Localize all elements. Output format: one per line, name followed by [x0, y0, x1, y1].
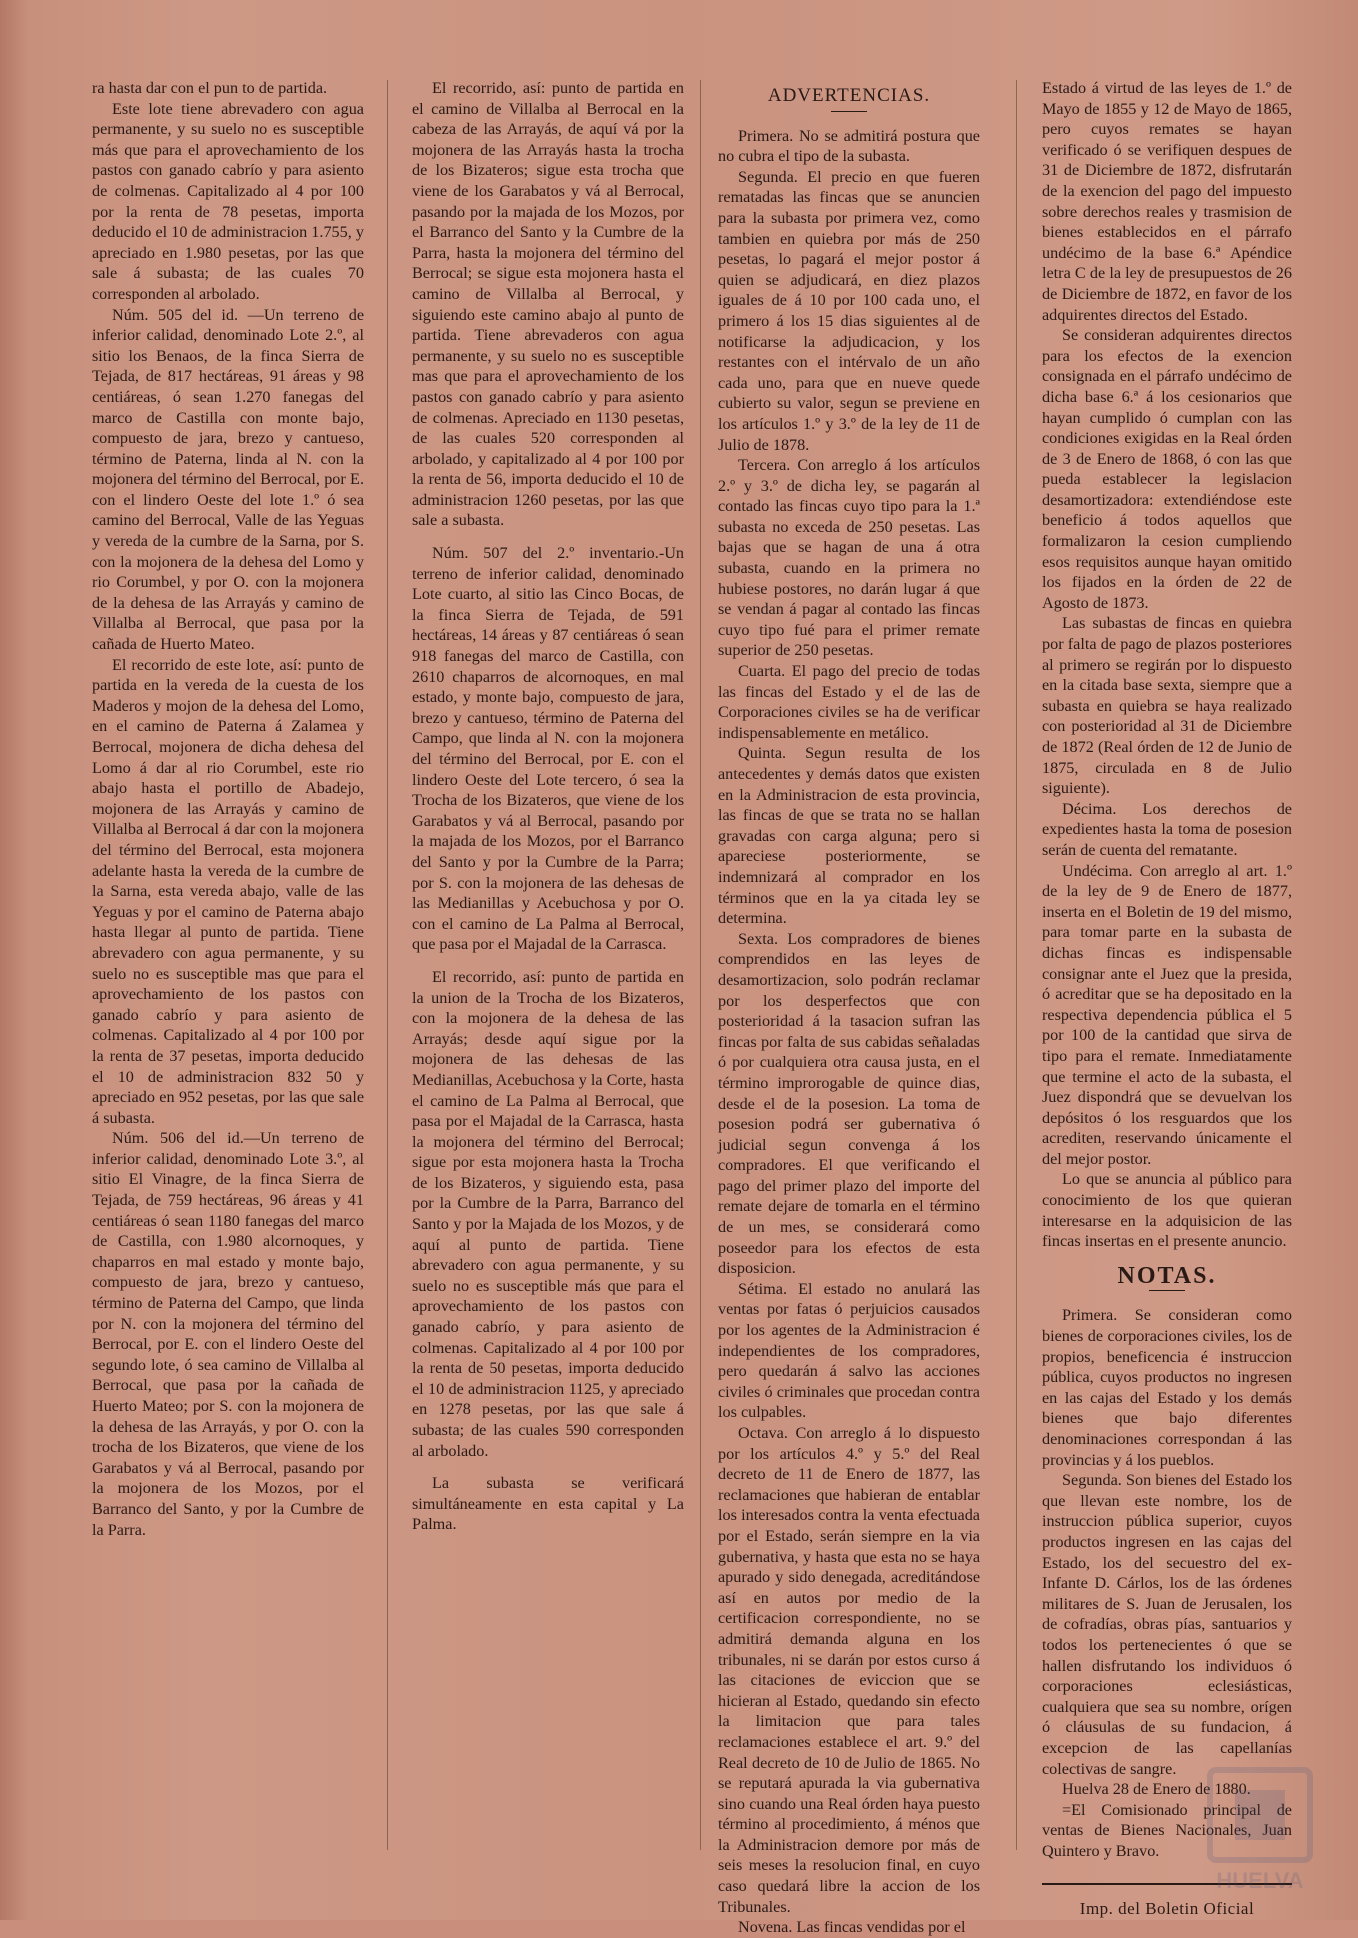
paragraph: Segunda. El precio en que fueren rematadas las fincas que se anuncien para la subasta por primera vez, como tambien en quiebra por más de 250 pesetas, lo pagará el mejor postor á quien se adjudicará, en diez plazos iguales de á 10 por 100 cada uno, el primero á los 15 dias siguientes al de notificarse la adjudicacion, y los restantes con el intérvalo de un año cada uno, para que en nueve quede cubierto su valor, segun se previene en los artículos 1.º y 3.º de la ley de 11 de Julio de 1878. [718, 167, 980, 454]
lot-505-paragraph: Núm. 505 del id. —Un terreno de inferior calidad, denominado Lote 2.º, al sitio los Benaos, de la finca Sierra de Tejada, de 817 hectáreas, 91 áreas y 98 centiáreas, ó sean 1.270 fanegas del marco de Castilla con monte bajo, compuesto de jara, brezo y cantueso, término de Paterna, linda al N. con la mojonera del término del Berrocal, por E. con el lindero Oeste del lote 1.º ó sea camino del Berrocal, Valle de las Yeguas y vereda de la cumbre de la Sarna, por S. con la mojonera de la dehesa del Lomo y rio Corumbel, y por O. con la mojonera de la dehesa de las Arrayás y camino de Villalba al Berrocal, que pasa por la cañada de Huerto Mateo. [92, 305, 364, 654]
paragraph: Quinta. Segun resulta de los antecedentes y demás datos que existen en la Administracion de esta provincia, las fincas de que se trata no se hallan gravadas con carga alguna; pero si apareciese posteriormente, se indemnizará al comprador en los términos que en la ya citada ley se determina. [718, 744, 980, 928]
notas-heading: NOTAS. [1117, 1262, 1217, 1289]
paragraph: Estado á virtud de las leyes de 1.º de Mayo de 1855 y 12 de Mayo de 1865, pero cuyos remates se hayan verificado ó se verifiquen despues de 31 de Diciembre de 1872, disfrutarán de la exencion del pago del impuesto sobre derechos reales y trasmision de bienes establecidos en el párrafo undécimo de la base 6.ª Apéndice letra C de la ley de presupuestos de 26 de Diciembre de 1872, en favor de los adquirentes directos del Estado. [1042, 79, 1292, 324]
lot-507-paragraph: Núm. 507 del 2.º inventario.-Un terreno de inferior calidad, denominado Lote cuarto, al sitio las Cinco Bocas, de la finca Sierra de Tejada, de 591 hectáreas, 14 áreas y 87 centiáreas ó sean 918 fanegas del marco de Castilla, con 2610 chaparros de alcornoques, en mal estado, y monte bajo, compuesto de jara, brezo y cantueso, término de Paterna del Campo, que linda al N. con la mojonera del término del Berrocal, por E. con el lindero Oeste del Lote tercero, ó sea la Trocha de los Bizateros, que viene de los Garabatos y vá al Berrocal, pasando por la majada de los Mozos, por el Barranco del Santo y por la Cumbre de la Parra; por S. con la mojonera de las dehesas de las Medianillas y Acebuchosa y por O. con el camino de La Palma al Berrocal, que pasa por el Majadal de la Carrasca. [412, 544, 684, 954]
spacer [412, 955, 684, 967]
column-3 [718, 78, 980, 1938]
signature-line: =El Comisionado principal de ventas de Bienes Nacionales, Juan Quintero y Bravo. [1042, 1800, 1292, 1860]
column-4 [1042, 78, 1292, 1920]
spacer [412, 531, 684, 543]
paragraph: Tercera. Con arreglo á los artículos 2.º y 3.º de dicha ley, se pagarán al contado las fincas cuyo tipo para la 1.ª subasta no exceda de 250 pesetas. Las bajas que se hagan de una á otra subasta, cuando en la primera no hubiese postores, no darán lugar á que se vendan á pagar al contado las fincas cuyo tipo fué para el primer remate superior de 250 pesetas. [718, 456, 980, 660]
heading-dash [1149, 1290, 1185, 1291]
column-rule [1016, 80, 1017, 1850]
paragraph: El recorrido, así: punto de partida en el camino de Villalba al Berrocal en la cabeza de las Arrayás, de aquí vá por la mojonera de las Arrayás hasta la trocha de los Bizateros; sigue esta trocha que viene de los Garabatos y vá al Berrocal, pasando por la majada de los Mozos, por el Barranco del Santo y la Cumbre de la Parra, hasta la mojonera del término del Berrocal; se sigue esta mojonera hasta el camino de Villalba al Berrocal, y siguiendo este camino abajo al punto de partida. Tiene abrevaderos con agua permanente, y su suelo no es susceptible mas que para el aprovechamiento de los pastos con ganado cabrío y para asiento de colmenas. Apreciado en 1130 pesetas, de las cuales 520 corresponden al arbolado, y capitalizado al 4 por 100 por la renta de 56, importa deducido el 10 de administracion 1260 pesetas, por las que sale a subasta. [412, 79, 684, 530]
advertencias-heading: ADVERTENCIAS. [767, 85, 931, 106]
paragraph: Octava. Con arreglo á lo dispuesto por los artículos 4.º y 5.º del Real decreto de 11 de Enero de 1877, las reclamaciones que habieran de entablar los interesados contra la venta efectuada por el Estado, serán siempre en la via gubernativa, y hasta que esta no se haya apurado y sido denegada, acreditándose así en autos por medio de la certificacion correspondiente, no se admitirá demanda alguna en los tribunales, ni se darán por estos curso á las citaciones de eviccion que se hicieran al Estado, quedando sin efecto la limitacion que para tales reclamaciones establece el art. 9.º del Real decreto de 10 de Julio de 1865. No se reputará apurada la via gubernativa sino cuando una Real órden haya puesto término al procedimiento, á ménos que la Administracion demore por más de seis meses la resolucion final, en cuyo caso quedará libre la accion de los Tribunales. [718, 1424, 980, 1916]
paragraph: Sexta. Los compradores de bienes comprendidos en las leyes de desamortizacion, solo podrán reclamar por los desperfectos que con posterioridad á la tasacion sufran las fincas por falta de sus cabidas señaladas ó por cualquiera otra causa justa, en el término improrogable de quince dias, desde el de la posesion. La toma de posesion podrá ser gubernativa ó judicial segun convenga á los compradores. El que verificando el pago del primer plazo del importe del remate dejare de tomarla en el término de un mes, se considerará como poseedor para los efectos de esta disposicion. [718, 929, 980, 1278]
heading-dash [831, 111, 867, 112]
note-paragraph: Primera. Se consideran como bienes de corporaciones civiles, los de propios, beneficencia é instruccion pública, cuyos productos no ingresen en las cajas del Estado y los demás bienes que bajo diferentes denominaciones correspondan á las provincias y á los pueblos. [1042, 1306, 1292, 1469]
paragraph: El recorrido, así: punto de partida en la union de la Trocha de los Bizateros, con la mojonera de la dehesa de las Arrayás; desde aquí sigue por la mojonera de las dehesas de las Medianillas, Acebuchosa y la Corte, hasta el camino de La Palma al Berrocal, que pasa por el Majadal de la Carrasca, hasta la mojonera del término del Berrocal; sigue por esta mojonera hasta la Trocha de los Bizateros, y siguiendo esta, pasa por la Cumbre de la Parra, Barranco del Santo y por la Majada de los Mozos, y de aquí al punto de partida. Tiene abrevadero con agua permanente, y su suelo no es susceptible más que para el aprovechamiento de los pastos con ganado cabrío, y para asiento de colmenas. Capitalizado al 4 por 100 por la renta de 50 pesetas, importa deducido el 10 de administracion 1125, y apreciado en 1278 pesetas, por las que sale á subasta; de las cuales 590 corresponden al arbolado. [412, 967, 684, 1460]
paragraph: Sétima. El estado no anulará las ventas por fatas ó perjuicios causados por los agentes de la Administracion é independientes de los compradores, pero quedarán á salvo las acciones civiles ó criminales que procedan contra los culpables. [718, 1279, 980, 1422]
note-paragraph: Segunda. Son bienes del Estado los que llevan este nombre, los de instruccion pública superior, cuyos productos ingresen en las cajas del Estado, los del secuestro del ex-Infante D. Cárlos, los de las órdenes militares de S. Juan de Jerusalen, los de cofradías, obras pías, santuarios y todos los pertenecientes ó que se hallen disfrutando los individuos ó corporaciones eclesiásticas, cualquiera que sea su nombre, orígen ó cláusulas de su fundacion, á excepcion de las capellanías colectivas de sangre. [1042, 1471, 1292, 1778]
paragraph: Cuarta. El pago del precio de todas las fincas del Estado y el de las de Corporaciones civiles se ha de verificar indispensablemente en metálico. [718, 662, 980, 742]
paragraph: Novena. Las fincas vendidas por el [738, 1918, 966, 1937]
library-watermark-icon [1190, 1760, 1330, 1900]
spacer [412, 1461, 684, 1473]
paragraph: La subasta se verificará simultáneamente en esta capital y La Palma. [412, 1474, 684, 1534]
paragraph: Undécima. Con arreglo al art. 1.º de la ley de 9 de Enero de 1877, inserta en el Boletin de 19 del mismo, para tomar parte en la subasta de dichas fincas es indispensable consignar ante el Juez que la presida, ó acreditar que se ha depositado en la respectiva dependencia pública el 5 por 100 de la cantidad que sirva de tipo para el remate. Inmediatamente que termine el acto de la subasta, el Juez dispondrá que se devuelvan los depósitos ó los resguardos que los acrediten, reservando únicamente el del mejor postor. [1042, 861, 1292, 1168]
lot-506-paragraph: Núm. 506 del id.—Un terreno de inferior calidad, denominado Lote 3.º, al sitio El Vinagre, de la finca Sierra de Tejada, de 759 hectáreas, 96 áreas y 41 centiáreas ó sean 1180 fanegas del marco de Castilla, con 1.980 alcornoques, y chaparros en mal estado y monte bajo, compuesto de jara, brezo y cantueso, término de Paterna del Campo, que linda por N. con la mojonera del término del Berrocal, por E. con el lindero Oeste del segundo lote, ó sea camino de Villalba al Berrocal, que pasa por la cañada de Huerto Mateo; por S. con la mojonera de la dehesa de las Arrayás, y por O. con la trocha de los Bizateros, que viene de los Garabatos y vá al Berrocal, pasando por la mojonera de los Mozos, por el Barranco del Santo, y por la Cumbre de la Parra. [92, 1129, 364, 1539]
date-line: Huelva 28 de Enero de 1880. [1062, 1780, 1251, 1799]
column-1 [92, 78, 364, 1540]
column-rule [700, 80, 701, 1850]
paragraph: Este lote tiene abrevadero con agua permanente, y su suelo no es susceptible más que para el aprovechamiento de los pastos con ganado cabrío y para asiento de colmenas. Capitalizado al 4 por 100 por la renta de 78 pesetas, importa deducido el 10 de administracion 1.755, y apreciado en 1.980 pesetas, por las que sale á subasta; de las cuales 70 corresponden al arbolado. [92, 99, 364, 303]
watermark-text: HUELVA [1216, 1868, 1304, 1893]
paragraph: Las subastas de fincas en quiebra por falta de pago de plazos posteriores al primero se regirán por lo dispuesto en la citada base sexta, siempre que a subasta en quiebra se haya realizado con posterioridad al 31 de Diciembre de 1872 (Real órden de 12 de Junio de 1875, circulada en 8 de Julio siguiente). [1042, 614, 1292, 798]
paragraph: Lo que se anuncia al público para conocimiento de los que quieran interesarse en la adquisicion de las fincas insertas en el presente anuncio. [1042, 1170, 1292, 1251]
paragraph: ra hasta dar con el pun to de partida. [92, 79, 328, 97]
column-rule [387, 80, 388, 1850]
paragraph: El recorrido de este lote, así: punto de partida en la vereda de la cuesta de los Maderos y mojon de la dehesa del Lomo, en el camino de Paterna á Zalamea y Berrocal, mojonera de dicha dehesa del Lomo á dar al rio Corumbel, este rio abajo hasta el portillo de Abadejo, mojonera de las Arrayás y camino de Villalba al Berrocal á dar con la mojonera del término del Berrocal, esta mojonera adelante hasta la vereda de la cumbre de la Sarna, esta vereda abajo, valle de las Yeguas y por el camino de Paterna abajo hasta llegar al punto de partida. Tiene abrevadero con agua permanente, y su suelo no es susceptible mas que para el aprovechamiento de los pastos con ganado cabrío y para asiento de colmenas. Capitalizado al 4 por 100 por la renta de 37 pesetas, importa deducido el 10 de administracion 832 50 y apreciado en 952 pesetas, por las que sale á subasta. [92, 655, 364, 1127]
column-2 [412, 78, 684, 1535]
imprint: Imp. del Boletin Oficial [1079, 1899, 1255, 1919]
paragraph: Se consideran adquirentes directos para los efectos de la exencion consignada en el párrafo undécimo de dicha base 6.ª á los cesionarios que hayan cumplido ó cumplan con las condiciones exigidas en la Real órden de 3 de Enero de 1868, ó con las que pueda establecer la legislacion desamortizadora: extendiéndose este beneficio á todos aquellos que formalizaron la cesion cumpliendo esos requisitos aunque hayan omitido los fijados en la órden de 22 de Agosto de 1873. [1042, 326, 1292, 612]
paragraph: Primera. No se admitirá postura que no cubra el tipo de la subasta. [718, 126, 980, 166]
paragraph: Décima. Los derechos de expedientes hasta la toma de posesion serán de cuenta del rematante. [1042, 799, 1292, 859]
